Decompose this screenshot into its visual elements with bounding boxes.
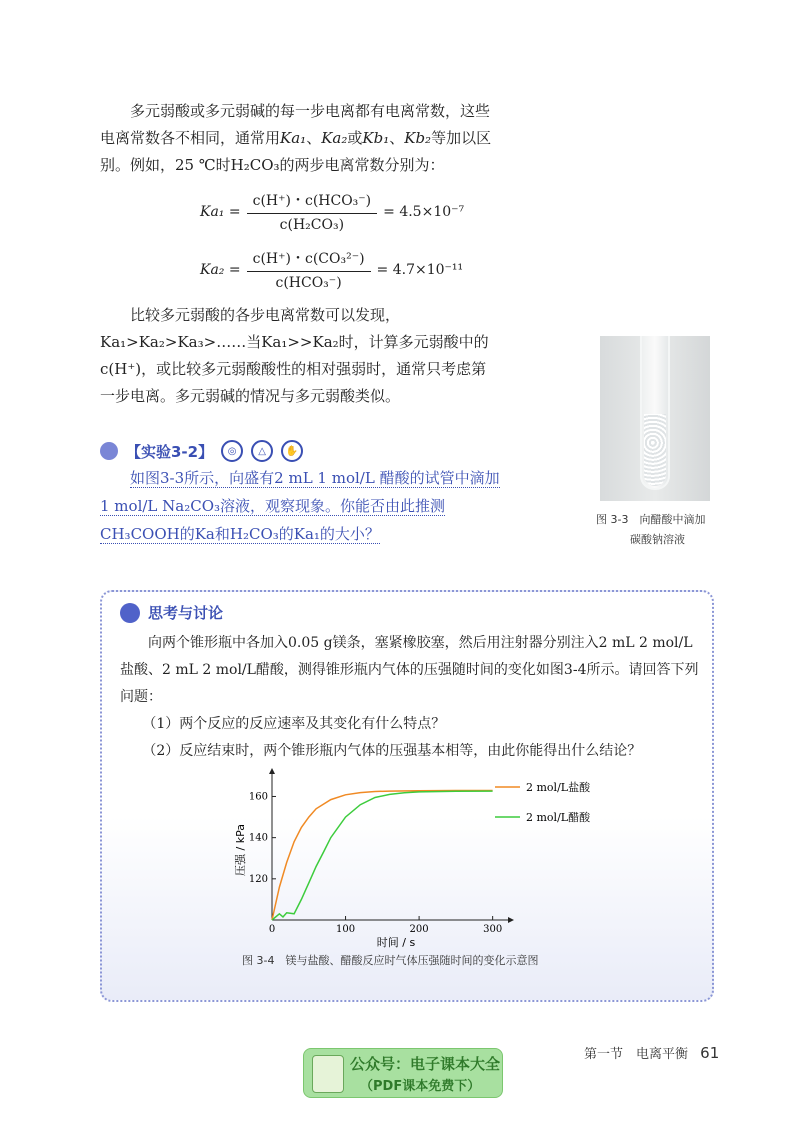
numerator: c(H⁺)・c(HCO₃⁻) (247, 190, 378, 214)
x-tick-label: 200 (409, 924, 429, 935)
y-axis-title: 压强 / kPa (234, 824, 247, 876)
hand-wash-icon: ✋ (281, 440, 303, 462)
numerator: c(H⁺)・c(CO₃²⁻) (247, 248, 371, 272)
intro-paragraph (100, 98, 500, 179)
symbol-kb1: Kb₁ (362, 129, 390, 147)
legend-label-2: 2 mol/L醋酸 (526, 811, 591, 824)
discussion-intro: 向两个锥形瓶中各加入0.05 g镁条，塞紧橡胶塞，然后用注射器分别注入2 mL 2 mol/L盐酸、2 mL 2 mol/L醋酸，测得锥形瓶内气体的压强随时间的变化如图3-4所示。请回答下列问题： (120, 635, 699, 705)
flask-hazard-icon: △ (251, 440, 273, 462)
intro-text-a: 多元弱酸或多元弱碱的每一步电离都有电离常数，这些电离常数各不相同，通常用 (100, 102, 491, 147)
page-footer (584, 1043, 719, 1062)
pressure-chart (232, 772, 652, 947)
intro-text-b: 等加以区别。例如，25 ℃时H₂CO₃的两步电离常数分别为： (100, 129, 492, 174)
y-tick-label: 160 (248, 791, 268, 803)
chart-legend (495, 780, 591, 824)
symbol-ka2: Ka₂ (321, 129, 348, 147)
discussion-title: 思考与讨论 (148, 604, 224, 622)
or-word: 或 (347, 129, 363, 147)
photo-caption (596, 510, 716, 550)
y-tick-label: 120 (248, 873, 268, 885)
x-tick-label: 0 (268, 924, 276, 935)
watermark-line2: （PDF课本免费下） (360, 1079, 481, 1094)
watermark-line1: 公众号：电子课本大全 (350, 1055, 501, 1073)
chart-axes (234, 768, 514, 949)
symbol-kb2: Kb₂ (404, 129, 432, 147)
denominator: c(H₂CO₃) (279, 217, 345, 233)
chart-caption: 图 3-4 镁与盐酸、醋酸反应时气体压强随时间的变化示意图 (242, 954, 539, 967)
y-axis-arrow (269, 768, 275, 774)
formula-rhs: = 4.7×10⁻¹¹ (376, 261, 464, 278)
question-1: （1）两个反应的反应速率及其变化有什么特点？ (142, 716, 446, 732)
section-title: 第一节 电离平衡 (584, 1047, 689, 1062)
experiment-text: 如图3-3所示，向盛有2 mL 1 mol/L 醋酸的试管中滴加1 mol/L Na₂CO₃溶液，观察现象。你能否由此推测CH₃COOH的Ka和H₂CO₃的Ka₁的大小？ (100, 469, 500, 543)
photo-caption-line2: 碳酸钠溶液 (630, 533, 685, 546)
series-line-2 (272, 791, 493, 920)
denominator: c(HCO₃⁻) (275, 275, 342, 291)
experiment-title: 【实验3-2】 (126, 442, 214, 461)
photo-caption-line1: 图 3-3 向醋酸中滴加 (596, 513, 706, 526)
separator: 、 (306, 129, 322, 147)
x-tick-label: 100 (336, 924, 356, 935)
x-axis-arrow (508, 917, 514, 923)
x-axis-title: 时间 / s (376, 936, 416, 949)
formula-ka1 (200, 190, 464, 233)
formula-rhs: = 4.5×10⁻⁷ (383, 203, 465, 220)
formula-lhs: Ka₁ = (200, 203, 241, 220)
formula-lhs: Ka₂ = (200, 261, 241, 278)
series-line-1 (272, 791, 493, 921)
compare-text: 比较多元弱酸的各步电离常数可以发现，Ka₁>Ka₂>Ka₃>……当Ka₁>>Ka₂时，计算多元弱酸中的c(H⁺)，或比较多元弱酸酸性的相对强弱时，通常只考虑第一步电离。多元弱碱的情况与多元弱酸类似。 (100, 306, 489, 405)
watermark-badge (303, 1048, 503, 1098)
test-tube-photo (600, 336, 710, 501)
fraction (247, 248, 371, 291)
goggles-icon: ◎ (221, 440, 243, 462)
question-2: （2）反应结束时，两个锥形瓶内气体的压强基本相等，由此你能得出什么结论？ (142, 743, 642, 759)
page-number: 61 (700, 1044, 720, 1062)
bullet-dot (100, 442, 118, 460)
x-tick-label: 300 (483, 924, 503, 935)
discussion-box (100, 590, 714, 1002)
chart-lines (272, 791, 493, 921)
symbol-ka1: Ka₁ (280, 129, 307, 147)
y-tick-label: 140 (248, 832, 268, 844)
separator: 、 (389, 129, 405, 147)
formula-ka2 (200, 248, 463, 291)
fraction (247, 190, 378, 233)
textbook-logo-icon (312, 1055, 344, 1093)
experiment-body (100, 464, 500, 548)
legend-label-1: 2 mol/L盐酸 (526, 781, 591, 794)
experiment-header (100, 440, 303, 462)
tube-liquid (644, 414, 666, 486)
bullet-dot (120, 603, 140, 623)
compare-paragraph (100, 302, 500, 410)
discussion-body (120, 630, 700, 765)
test-tube (640, 336, 670, 490)
discussion-header (120, 602, 223, 623)
